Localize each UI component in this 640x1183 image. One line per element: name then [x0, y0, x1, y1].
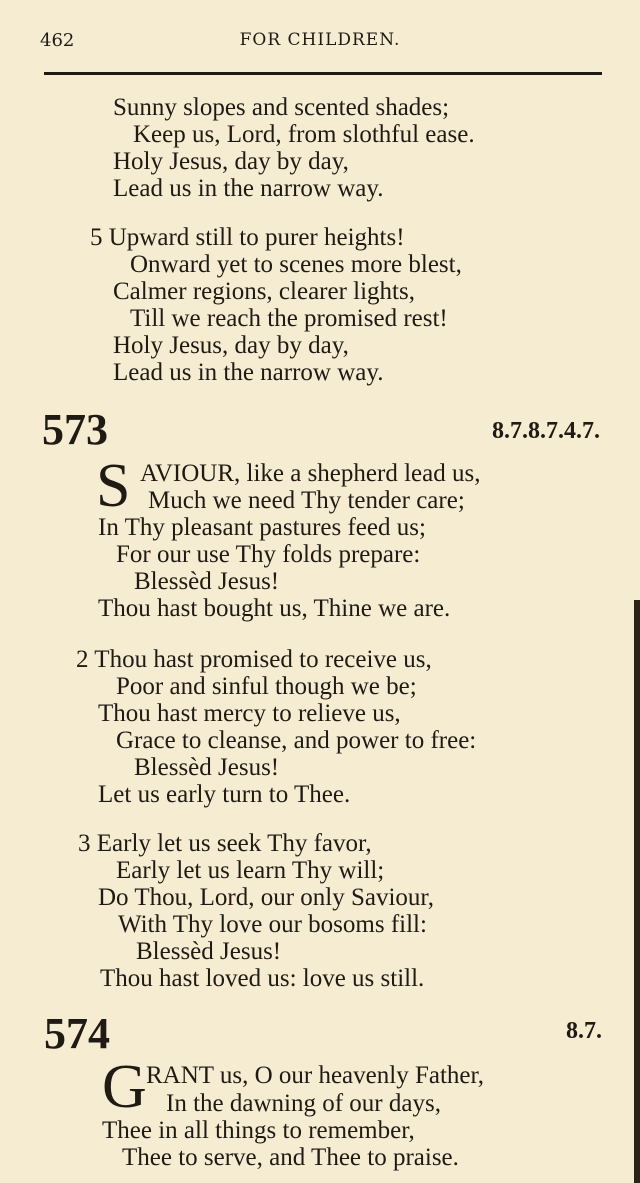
page-edge-shadow: [634, 600, 640, 1183]
verse-line: Thee in all things to remember,: [102, 1117, 415, 1144]
verse-line: Lead us in the narrow way.: [113, 359, 384, 386]
verse-line: 5 Upward still to purer heights!: [90, 224, 405, 251]
verse-line: Blessèd Jesus!: [134, 568, 280, 595]
verse-line: Holy Jesus, day by day,: [113, 332, 349, 359]
verse-line: RANT us, O our heavenly Father,: [146, 1062, 485, 1089]
verse-line: Onward yet to scenes more blest,: [130, 251, 462, 278]
verse-line: Blessèd Jesus!: [136, 938, 282, 965]
verse-line: Blessèd Jesus!: [134, 754, 280, 781]
verse-line: Holy Jesus, day by day,: [113, 148, 349, 175]
verse-line: In the dawning of our days,: [166, 1090, 441, 1117]
drop-cap: G: [102, 1053, 147, 1121]
verse-line: Thou hast mercy to relieve us,: [98, 700, 401, 727]
verse-line: Lead us in the narrow way.: [113, 175, 384, 202]
verse-line: Early let us learn Thy will;: [116, 857, 385, 884]
page-header: [40, 30, 600, 70]
page-number: 462: [40, 30, 75, 51]
verse-line: Sunny slopes and scented shades;: [113, 94, 450, 121]
hymn-number: 574: [44, 1009, 110, 1058]
verse-line: Calmer regions, clearer lights,: [113, 278, 415, 305]
verse-line: Do Thou, Lord, our only Saviour,: [98, 884, 435, 911]
verse-line: In Thy pleasant pastures feed us;: [98, 514, 426, 541]
verse-line: Grace to cleanse, and power to free:: [116, 727, 477, 754]
verse-line: Thou hast bought us, Thine we are.: [98, 595, 451, 622]
verse-line: 3 Early let us seek Thy favor,: [78, 830, 372, 857]
verse-line: Keep us, Lord, from slothful ease.: [133, 121, 475, 148]
verse-line: Thou hast loved us: love us still.: [100, 965, 425, 992]
verse-line: Thee to serve, and Thee to praise.: [122, 1144, 459, 1171]
verse-line: Till we reach the promised rest!: [130, 305, 448, 332]
hymn-meter: 8.7.: [566, 1018, 602, 1044]
verse-line: For our use Thy folds prepare:: [116, 541, 421, 568]
verse-line: Poor and sinful though we be;: [116, 673, 417, 700]
header-rule: [44, 72, 602, 75]
drop-cap: S: [96, 452, 131, 520]
hymn-number: 573: [42, 405, 108, 454]
verse-line: 2 Thou hast promised to receive us,: [76, 646, 432, 673]
verse-line: With Thy love our bosoms fill:: [118, 911, 427, 938]
verse-line: AVIOUR, like a shepherd lead us,: [140, 460, 481, 487]
verse-line: Much we need Thy tender care;: [148, 487, 465, 514]
hymn-meter: 8.7.8.7.4.7.: [492, 418, 600, 444]
verse-line: Let us early turn to Thee.: [98, 781, 351, 808]
running-title: FOR CHILDREN.: [239, 30, 401, 50]
